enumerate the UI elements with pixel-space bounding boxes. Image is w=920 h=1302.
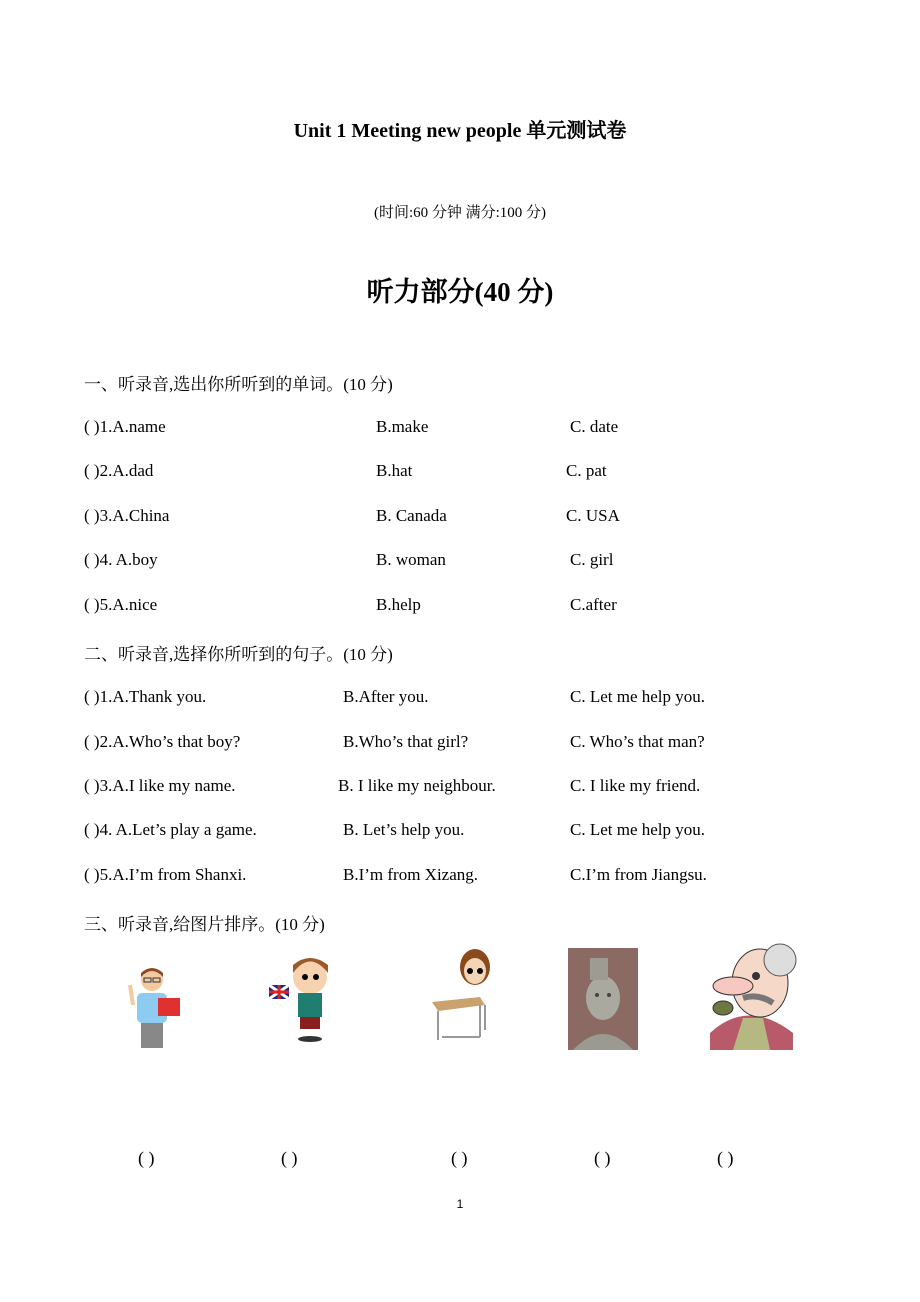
question-2-option-a: ( )2.A.dad xyxy=(84,461,154,480)
question-2-option-c: C. Who’s that man? xyxy=(570,732,705,751)
boy-with-uk-flag-image xyxy=(265,955,345,1045)
question-4-option-a: ( )4. A.Let’s play a game. xyxy=(84,820,257,839)
question-4-option-c: C. Let me help you. xyxy=(570,820,706,839)
teacher-with-book-image xyxy=(125,965,185,1050)
answer-blank-1[interactable]: ( ) xyxy=(138,1148,155,1168)
question-5-option-b: B.help xyxy=(376,595,421,614)
question-3-option-a: ( )3.A.China xyxy=(84,506,170,525)
question-3-option-b: B. I like my neighbour. xyxy=(338,776,496,795)
question-1-option-c: C. date xyxy=(570,417,619,436)
answer-blank-4[interactable]: ( ) xyxy=(594,1148,611,1168)
terracotta-warrior-image xyxy=(568,948,638,1050)
question-4-option-c: C. girl xyxy=(570,550,614,569)
section-2-heading: 二、听录音,选择你所听到的句子。(10 分) xyxy=(84,645,393,664)
question-5-option-a: ( )5.A.nice xyxy=(84,595,158,614)
question-1-option-a: ( )1.A.name xyxy=(84,417,166,436)
question-4-option-a: ( )4. A.boy xyxy=(84,550,158,569)
question-1-option-a: ( )1.A.Thank you. xyxy=(84,687,207,706)
question-4-option-b: B. Let’s help you. xyxy=(343,820,465,839)
question-2-option-b: B.Who’s that girl? xyxy=(343,732,469,751)
answer-blank-2[interactable]: ( ) xyxy=(281,1148,298,1168)
question-2-option-a: ( )2.A.Who’s that boy? xyxy=(84,732,241,751)
question-3-option-a: ( )3.A.I like my name. xyxy=(84,776,236,795)
question-5-option-c: C.after xyxy=(570,595,617,614)
answer-blank-5[interactable]: ( ) xyxy=(717,1148,734,1168)
girl-at-desk-image xyxy=(430,945,495,1045)
question-4-option-b: B. woman xyxy=(376,550,446,569)
document-title: Unit 1 Meeting new people 单元测试卷 xyxy=(293,120,627,142)
section-1-heading: 一、听录音,选出你所听到的单词。(10 分) xyxy=(84,375,393,394)
question-2-option-c: C. pat xyxy=(566,461,607,480)
question-5-option-c: C.I’m from Jiangsu. xyxy=(570,865,707,884)
question-1-option-b: B.After you. xyxy=(343,687,429,706)
section-3-heading: 三、听录音,给图片排序。(10 分) xyxy=(84,915,325,934)
question-2-option-b: B.hat xyxy=(376,461,413,480)
question-5-option-b: B.I’m from Xizang. xyxy=(343,865,479,884)
part-heading: 听力部分(40 分) xyxy=(366,277,554,307)
answer-blank-3[interactable]: ( ) xyxy=(451,1148,468,1168)
question-1-option-b: B.make xyxy=(376,417,429,436)
old-man-with-pipe-image xyxy=(698,938,803,1050)
exam-info: (时间:60 分钟 满分:100 分) xyxy=(373,205,547,221)
question-3-option-c: C. I like my friend. xyxy=(570,776,701,795)
question-5-option-a: ( )5.A.I’m from Shanxi. xyxy=(84,865,247,884)
page-number: 1 xyxy=(456,1197,464,1211)
question-3-option-b: B. Canada xyxy=(376,506,447,525)
question-3-option-c: C. USA xyxy=(566,506,620,525)
question-1-option-c: C. Let me help you. xyxy=(570,687,706,706)
